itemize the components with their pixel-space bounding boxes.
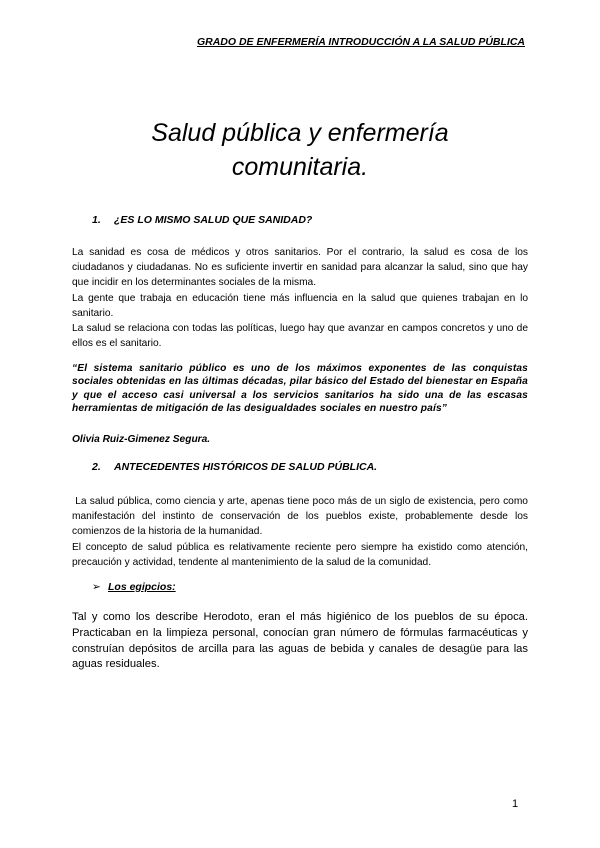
paragraph: El concepto de salud pública es relativamente reciente pero siempre ha existido como atención, precaución y actividad, tendente al mantenimiento de la salud de la comunidad. [72,541,528,568]
section-2-heading [92,461,552,473]
running-header: GRADO DE ENFERMERÍA INTRODUCCIÓN A LA SALUD PÚBLICA [196,36,525,48]
section-1-number: 1. [92,214,101,226]
quote-author: Olivia Ruiz-Gimenez Segura. [72,434,211,445]
title-line-2: comunitaria. [231,153,369,181]
paragraph: La sanidad es cosa de médicos y otros sanitarios. Por el contrario, la salud es cosa de los ciudadanos y ciudadanas. No es suficiente invertir en sanidad para alcanzar la salud, sino que hay que incidir en los determinantes sociales de la misma. [72,247,528,289]
quote: “El sistema sanitario público es uno de los máximos exponentes de las conquistas sociales obtenidas en las últimas décadas, pilar básico del Estado del bienestar en España y que el acceso casi universal a los servicios sanitarios ha sido una de las escasas herramientas de mitigación de las desigualdades sociales en nuestro país” [72,363,528,415]
egyptians-paragraph: Tal y como los describe Herodoto, eran el más higiénico de los pueblos de su época. Practicaban en la limpieza personal, conocían gran número de fórmulas farmacéuticas y construían depósitos de arcilla para las aguas de bebida y canales de desagüe para las aguas residuales. [72,611,528,671]
section-1-body [72,245,528,351]
paragraph: La salud se relaciona con todas las políticas, luego hay que avanzar en campos concretos y uno de ellos es el sanitario. [72,323,528,350]
section-2-number: 2. [92,461,101,473]
bullet-egyptians [92,581,176,593]
section-2-heading-text: ANTECEDENTES HISTÓRICOS DE SALUD PÚBLICA. [114,461,378,473]
paragraph: La gente que trabaja en educación tiene más influencia en la salud que quienes trabajan en lo sanitario. [72,292,528,319]
page-number: 1 [512,798,519,810]
arrow-bullet-icon: ➢ [92,581,101,593]
section-1-heading [92,214,552,226]
section-2-body [72,494,531,570]
title-line-1: Salud pública y enfermería [151,119,449,147]
paragraph: La salud pública, como ciencia y arte, apenas tiene poco más de un siglo de existencia, pero como manifestación del instinto de conservación de los pueblos existe, probablemente desde los comienzos de la historia de la humanidad. [72,496,531,538]
bullet-label: Los egipcios: [108,581,176,593]
document-title [60,116,540,184]
section-1-heading-text: ¿ES LO MISMO SALUD QUE SANIDAD? [114,214,313,226]
